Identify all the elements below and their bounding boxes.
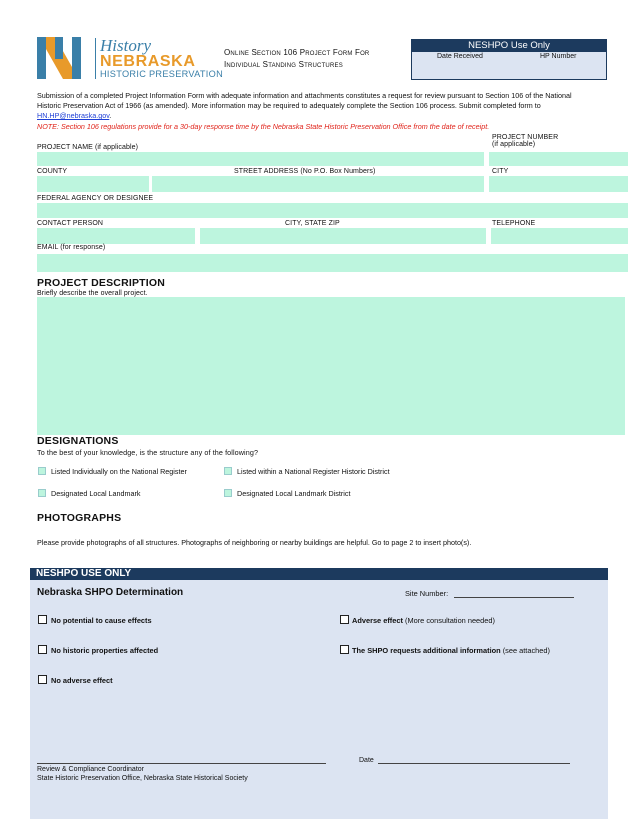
- no-potential-checkbox[interactable]: [38, 615, 47, 624]
- date-line[interactable]: [378, 763, 570, 764]
- telephone-input[interactable]: [491, 228, 628, 244]
- street-address-label: STREET ADDRESS (No P.O. Box Numbers): [234, 168, 376, 175]
- listed-individually-checkbox[interactable]: [38, 467, 46, 475]
- adverse-effect-label: Adverse effect (More consultation needed): [352, 616, 495, 625]
- logo-nebraska: NEBRASKA: [100, 53, 196, 70]
- signature-line[interactable]: [37, 763, 326, 764]
- site-number-line[interactable]: [454, 597, 574, 598]
- no-potential-label: No potential to cause effects: [51, 616, 152, 625]
- project-number-label: PROJECT NUMBER (if applicable): [492, 134, 559, 148]
- no-adverse-effect-checkbox[interactable]: [38, 675, 47, 684]
- local-landmark-district-label: Designated Local Landmark District: [237, 489, 351, 498]
- photographs-heading: PHOTOGRAPHS: [37, 512, 122, 524]
- telephone-label: TELEPHONE: [492, 220, 536, 227]
- county-label: COUNTY: [37, 168, 68, 175]
- project-description-heading: PROJECT DESCRIPTION: [37, 277, 166, 289]
- neshpo-box-title: NESHPO Use Only: [412, 40, 606, 52]
- logo-divider: [95, 38, 96, 79]
- city-state-zip-input[interactable]: [200, 228, 486, 244]
- project-name-input[interactable]: [37, 152, 484, 166]
- listed-individually-label: Listed Individually on the National Register: [51, 467, 187, 476]
- hp-number-label: HP Number: [540, 53, 577, 60]
- additional-info-checkbox[interactable]: [340, 645, 349, 654]
- city-input[interactable]: [489, 176, 628, 192]
- response-time-note: NOTE: Section 106 regulations provide for a 30-day response time by the Nebraska State Historic Preservation Office from the date of receipt.: [37, 122, 490, 131]
- neshpo-use-only-box: [411, 39, 607, 80]
- signature-office: State Historic Preservation Office, Nebraska State Historical Society: [37, 775, 248, 782]
- no-historic-properties-checkbox[interactable]: [38, 645, 47, 654]
- historic-district-checkbox[interactable]: [224, 467, 232, 475]
- shpo-determination-title: Nebraska SHPO Determination: [37, 587, 184, 598]
- form-title: Online Section 106 Project Form For Individual Standing Structures: [224, 48, 370, 69]
- city-state-zip-label: CITY, STATE ZIP: [285, 220, 340, 227]
- contact-person-label: CONTACT PERSON: [37, 220, 104, 227]
- site-number-label: Site Number:: [405, 589, 449, 598]
- no-historic-properties-label: No historic properties affected: [51, 646, 159, 655]
- designations-heading: DESIGNATIONS: [37, 435, 119, 447]
- historic-district-label: Listed within a National Register Historic District: [237, 467, 390, 476]
- local-landmark-district-checkbox[interactable]: [224, 489, 232, 497]
- photographs-instructions: Please provide photographs of all structures. Photographs of neighboring or nearby buildings are helpful. Go to page 2 to insert photo(s).: [37, 538, 472, 547]
- project-name-label: PROJECT NAME (if applicable): [37, 144, 139, 151]
- project-number-input[interactable]: [489, 152, 628, 166]
- submit-email-link[interactable]: HN.HP@nebraska.gov: [37, 111, 110, 120]
- adverse-effect-checkbox[interactable]: [340, 615, 349, 624]
- email-label: EMAIL (for response): [37, 244, 106, 251]
- logo-history: History: [100, 36, 151, 55]
- federal-agency-input[interactable]: [37, 203, 628, 218]
- additional-info-label: The SHPO requests additional information (see attached): [352, 646, 550, 655]
- county-input[interactable]: [37, 176, 149, 192]
- history-nebraska-logo-icon: [37, 37, 81, 79]
- date-label: Date: [359, 757, 374, 764]
- city-label: CITY: [492, 168, 509, 175]
- signature-title: Review & Compliance Coordinator: [37, 766, 144, 773]
- logo-historic-preservation: HISTORIC PRESERVATION: [100, 69, 224, 79]
- email-input[interactable]: [37, 254, 628, 272]
- no-adverse-effect-label: No adverse effect: [51, 676, 113, 685]
- date-received-label: Date Received: [437, 53, 483, 60]
- project-description-textarea[interactable]: [37, 297, 625, 435]
- contact-person-input[interactable]: [37, 228, 195, 244]
- local-landmark-checkbox[interactable]: [38, 489, 46, 497]
- intro-paragraph: Submission of a completed Project Information Form with adequate information and attachments constitutes a request for review pursuant to Section 106 of the National Historic Preservation Act of 1966 (as amended). More information may be required to adequately complete the Section 106 process. Submit completed form to HN.HP@nebraska.gov.: [37, 91, 572, 120]
- neshpo-use-only-band: NESHPO USE ONLY: [30, 568, 608, 580]
- federal-agency-label: FEDERAL AGENCY OR DESIGNEE: [37, 195, 154, 202]
- designations-question: To the best of your knowledge, is the structure any of the following?: [37, 448, 259, 457]
- project-description-hint: Briefly describe the overall project.: [37, 290, 148, 297]
- street-address-input[interactable]: [152, 176, 484, 192]
- local-landmark-label: Designated Local Landmark: [51, 489, 141, 498]
